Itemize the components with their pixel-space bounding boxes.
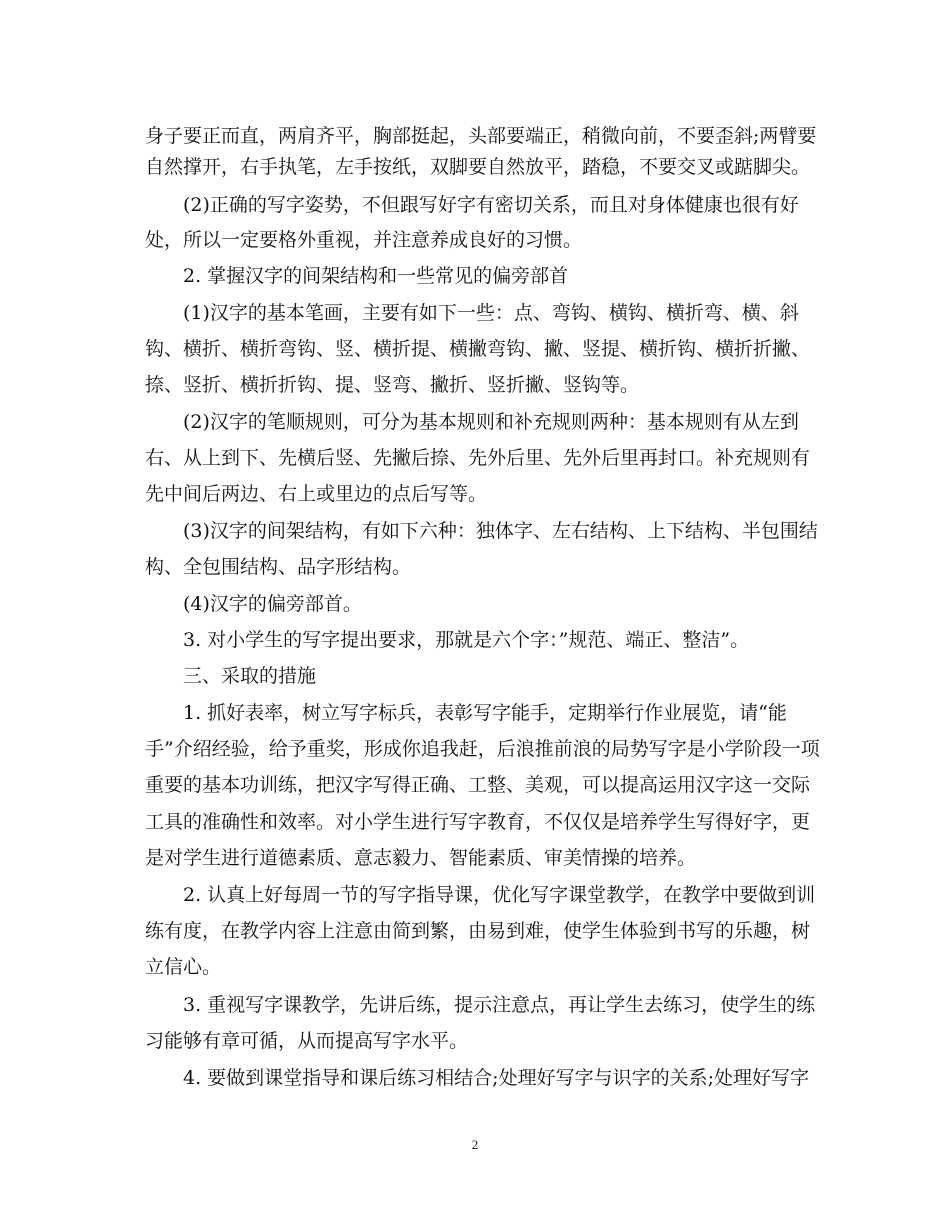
text-line: 钩、横折、横折弯钩、竖、横折提、横撇弯钩、撇、竖提、横折钩、横折折撇、 [145,338,811,360]
text-line: 立信心。 [145,956,222,978]
text-line: 是对学生进行道德素质、意志毅力、智能素质、审美情操的培养。 [145,847,697,869]
text-line: 手”介绍经验，给予重奖，形成你追我赶，后浪推前浪的局势写字是小学阶段一项 [145,738,820,760]
text-line: (1)汉字的基本笔画，主要有如下一些：点、弯钩、横钩、横折弯、横、斜 [183,302,799,324]
text-line: (4)汉字的偏旁部首。 [183,593,362,615]
text-line: (2)汉字的笔顺规则，可分为基本规则和补充规则两种：基本规则有从左到 [183,411,799,433]
text-line: 处，所以一定要格外重视，并注意养成良好的习惯。 [145,229,583,251]
section-heading: 三、采取的措施 [183,665,317,687]
text-line: 重要的基本功训练，把汉字写得正确、工整、美观，可以提高运用汉字这一交际 [145,774,811,796]
text-line: 构、全包围结构、品字形结构。 [145,556,412,578]
text-line: 先中间后两边、右上或里边的点后写等。 [145,483,488,505]
text-line: 4. 要做到课堂指导和课后练习相结合;处理好写字与识字的关系;处理好写字 [183,1067,809,1089]
text-line: 工具的准确性和效率。对小学生进行写字教育，不仅仅是培养学生写得好字，更 [145,811,811,833]
text-line: 练有度，在教学内容上注意由简到繁，由易到难，使学生体验到书写的乐趣，树 [145,920,811,942]
page-number: 2 [471,1137,479,1152]
text-line: 身子要正而直，两肩齐平，胸部挺起，头部要端正，稍微向前，不要歪斜;两臂要 [145,125,817,147]
text-line: 右、从上到下、先横后竖、先撇后捺、先外后里、先外后里再封口。补充规则有 [145,447,811,469]
text-line: 捺、竖折、横折折钩、提、竖弯、撇折、竖折撇、竖钩等。 [145,374,640,396]
text-line: (3)汉字的间架结构，有如下六种：独体字、左右结构、上下结构、半包围结 [183,520,818,542]
text-line: 3. 重视写字课教学，先讲后练，提示注意点，再让学生去练习，使学生的练 [183,994,816,1016]
text-line: 2. 掌握汉字的间架结构和一些常见的偏旁部首 [183,265,569,287]
text-line: 自然撑开，右手执笔，左手按纸，双脚要自然放平，踏稳，不要交叉或踮脚尖。 [145,156,811,178]
text-line: 3. 对小学生的写字提出要求，那就是六个字：”规范、端正、整洁”。 [183,629,750,651]
text-line: (2)正确的写字姿势，不但跟写好字有密切关系，而且对身体健康也很有好 [183,194,799,216]
text-line: 2. 认真上好每周一节的写字指导课，优化写字课堂教学，在教学中要做到训 [183,884,816,906]
text-line: 1. 抓好表率，树立写字标兵，表彰写字能手，定期举行作业展览，请“能 [183,702,787,724]
text-line: 习能够有章可循，从而提高写字水平。 [145,1030,469,1052]
